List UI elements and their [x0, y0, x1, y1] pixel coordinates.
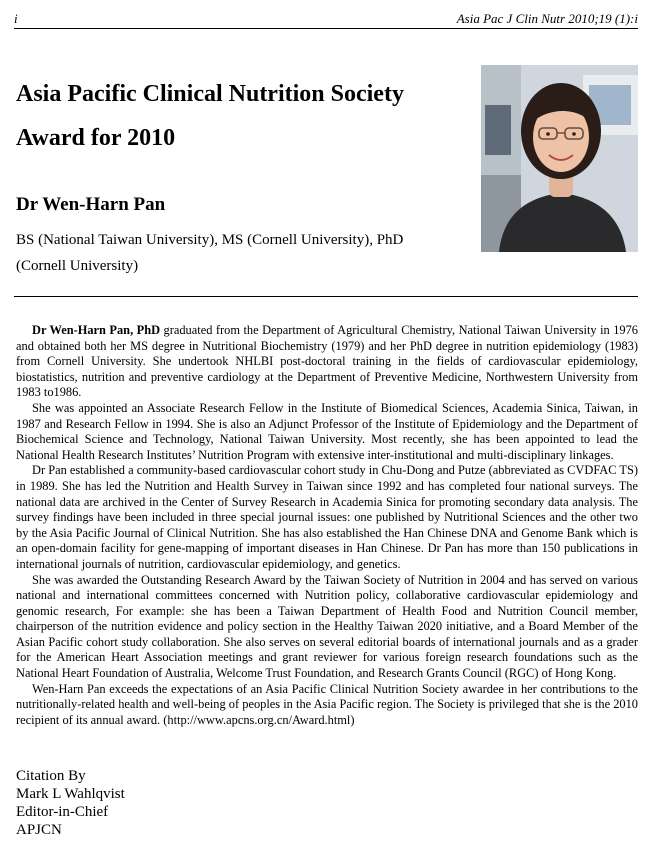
degrees-line-2: (Cornell University)	[16, 258, 139, 274]
paragraph-1-text: graduated from the Department of Agricultural Chemistry, National Taiwan University in 1976 and obtained both her MS degree in Nutritional Biochemistry (1979) and her PhD degree in nutrition epidemiology (1983) from Cornell University. She undertook NHLBI post-doctoral training in the fields of cardiovascular epidemiology, biostatistics, nutrition and preventive cardiology at the Department of Preventive Medicine, Northwestern University from 1983 to1986.	[16, 323, 638, 400]
citation-journal: APJCN	[16, 822, 62, 838]
citation-author: Mark L Wahlqvist	[16, 786, 125, 802]
paragraph-1	[16, 323, 638, 401]
awardee-degrees	[16, 227, 456, 279]
citation-role: Editor-in-Chief	[16, 804, 109, 820]
degrees-line-1: BS (National Taiwan University), MS (Cornell University), PhD	[16, 232, 404, 248]
page-title	[16, 72, 466, 160]
page-number: i	[14, 11, 18, 26]
title-line-1: Asia Pacific Clinical Nutrition Society	[16, 81, 404, 107]
paragraph-5: Wen-Harn Pan exceeds the expectations of an Asia Pacific Clinical Nutrition Society awardee in her contributions to the nutritionally-related health and well-being of peoples in the Asia Pacific region. The Society is privileged that she is the 2010 recipient of its annual award. (http://www.apcns.org.cn/Award.html)	[16, 681, 638, 727]
paragraph-1-lead: Dr Wen-Harn Pan, PhD	[32, 323, 161, 337]
citation-block	[16, 767, 125, 839]
running-header	[14, 8, 638, 29]
portrait-photo-icon	[481, 65, 638, 252]
journal-citation: Asia Pac J Clin Nutr 2010;19 (1):i	[456, 11, 638, 26]
citation-line-1: Citation By	[16, 768, 86, 784]
section-divider	[14, 296, 638, 297]
paragraph-4: She was awarded the Outstanding Research Award by the Taiwan Society of Nutrition in 2004 and has served on various national and international committees concerned with Nutrition policy, collaborative cardiovascular epidemiology and genomic research, For example: she has been a Taiwan Department of Health Food and Nutrition Council member, chairperson of the nutrition evidence and policy section in the Healthy Taiwan 2020 initiative, and a Board Member of the Asian Pacific cohort study collaboration. She also serves on several editorial boards of international journals and as a grader for the American Heart Association meetings and grant reviewer for various foreign research foundations such as the National Heart Foundation of Australia, Welcome Trust Foundation, and Research Grants Council (RGC) of Hong Kong.	[16, 572, 638, 681]
paragraph-2: She was appointed an Associate Research Fellow in the Institute of Biomedical Sciences, Academia Sinica, Taiwan, in 1987 and Research Fellow in 1994. She is also an Adjunct Professor of the Institute of Epidemiology and the Department of Biochemical Science and Technology, National Taiwan University. Most recently, she has been appointed to lead the National Health Research Institutes’ Nutrition Program with extensive inter-institutional and multi-disciplinary linkages.	[16, 400, 638, 462]
title-line-2: Award for 2010	[16, 125, 176, 151]
awardee-name: Dr Wen-Harn Pan	[16, 194, 166, 215]
paragraph-3: Dr Pan established a community-based cardiovascular cohort study in Chu-Dong and Putze (abbreviated as CVDFAC TS) in 1989. She has led the Nutrition and Health Survey in Taiwan since 1992 and has completed four national surveys. The national data are archived in the Center of Survey Research in Academia Sinica for promoting secondary data analysis. The survey findings have been included in three special journal issues: one published by Nutritional Sciences and the other two by the Asia Pacific Journal of Clinical Nutrition. She has also established the Han Chinese DNA and Genome Bank which is an open-domain facility for gene-mapping of important diseases in Han Chinese. Dr Pan has more than 150 publications in international journals of nutrition, cardiovascular epidemiology, and genetics.	[16, 463, 638, 571]
article-body	[16, 323, 638, 728]
awardee-photo	[481, 65, 638, 252]
